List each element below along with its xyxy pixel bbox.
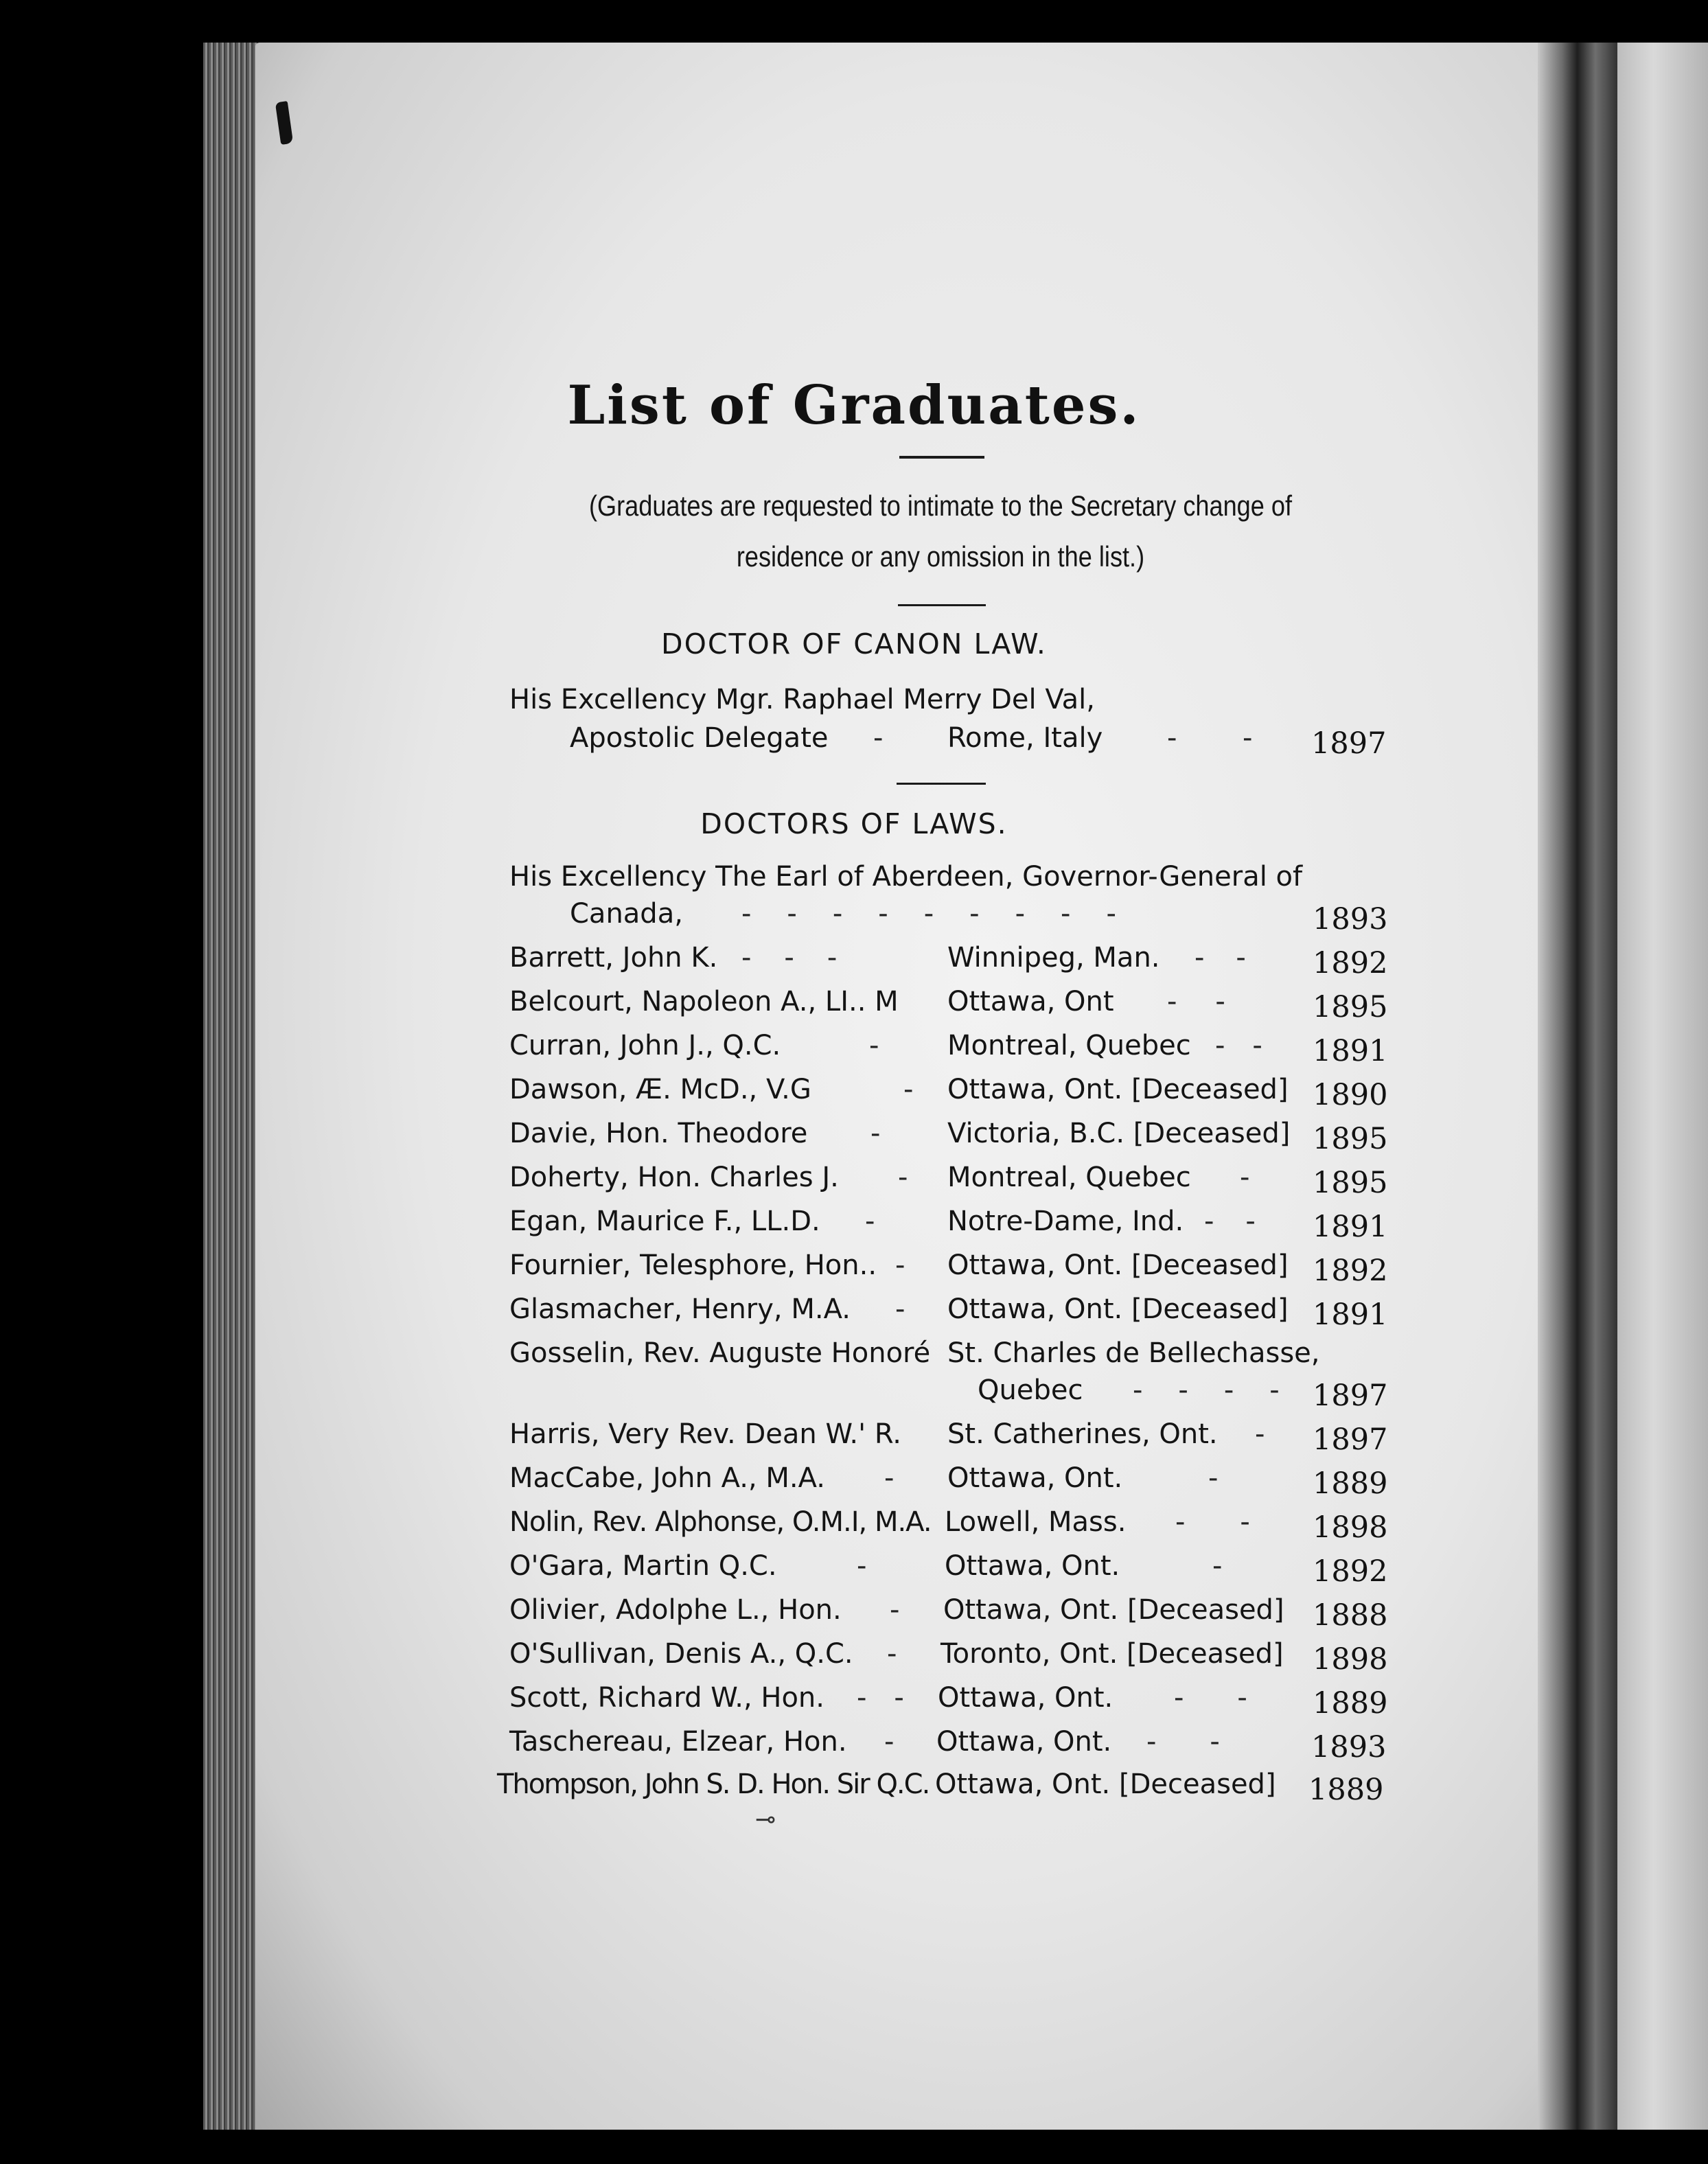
- entry-place: Winnipeg, Man.: [947, 942, 1160, 974]
- entry-year: 1898: [1313, 1510, 1388, 1545]
- leader-dash: --: [1215, 1030, 1290, 1061]
- entry-year: 1898: [1313, 1642, 1388, 1677]
- leader-dash: -: [1243, 722, 1253, 754]
- entry-name: Fournier, Telesphore, Hon..: [509, 1250, 877, 1281]
- entry-year: 1890: [1313, 1078, 1388, 1112]
- entry-name: Gosselin, Rev. Auguste Honoré: [509, 1337, 931, 1369]
- leader-dash: -: [865, 1206, 875, 1237]
- entry-year: 1892: [1313, 946, 1388, 980]
- entry-place: Ottawa, Ont.: [938, 1682, 1113, 1714]
- entry-place: Notre-Dame, Ind.: [947, 1206, 1184, 1237]
- entry-name: Taschereau, Elzear, Hon.: [509, 1726, 847, 1758]
- entry-place: Lowell, Mass.: [945, 1506, 1127, 1538]
- entry-year: 1897: [1313, 1379, 1388, 1413]
- entry-year: 1889: [1313, 1466, 1388, 1501]
- entry-place: Ottawa, Ont: [947, 986, 1114, 1017]
- entry-year: 1891: [1313, 1210, 1388, 1244]
- entry-name: Dawson, Æ. McD., V.G: [509, 1074, 811, 1105]
- leader-dash: -: [895, 1293, 905, 1325]
- entry-name: Nolin, Rev. Alphonse, O.M.I, M.A.: [509, 1506, 932, 1538]
- canon-entry-place: Rome, Italy: [947, 722, 1103, 754]
- entry-place: Ottawa, Ont. [Deceased]: [947, 1250, 1289, 1281]
- notice-line-1: (Graduates are requested to intimate to the Secretary change of: [589, 490, 1292, 522]
- leader-dash: -: [1255, 1418, 1265, 1450]
- leader-dash: -: [1240, 1162, 1250, 1193]
- leader-dash: -: [870, 1118, 881, 1149]
- end-ornament-icon: ⊸: [755, 1806, 776, 1834]
- leader-dash: --: [1175, 1506, 1305, 1538]
- entry-place: Ottawa, Ont. [Deceased]: [943, 1594, 1284, 1626]
- entry-name: Barrett, John K.: [509, 942, 718, 974]
- entry-name: Thompson, John S. D. Hon. Sir Q.C.: [497, 1769, 930, 1800]
- laws-first-name-line-1: His Excellency The Earl of Aberdeen, Governor-General of: [509, 861, 1303, 893]
- entry-name: O'Sullivan, Denis A., Q.C.: [509, 1638, 853, 1670]
- notice-rule: [898, 604, 986, 606]
- entry-year: 1895: [1313, 990, 1388, 1024]
- entry-name: O'Gara, Martin Q.C.: [509, 1550, 777, 1582]
- entry-year: 1892: [1313, 1254, 1388, 1288]
- entry-year: 1893: [1311, 1730, 1387, 1764]
- leader-dash: -: [884, 1462, 895, 1494]
- canon-rule: [897, 783, 986, 785]
- canon-entry-name-line-1: His Excellency Mgr. Raphael Merry Del Val,: [509, 684, 1095, 715]
- leader-dash: -: [1208, 1462, 1219, 1494]
- entry-year: 1895: [1313, 1166, 1388, 1200]
- canon-entry-year: 1897: [1311, 726, 1387, 761]
- entry-place: St. Charles de Bellechasse,: [947, 1337, 1320, 1369]
- entry-place: Toronto, Ont. [Deceased]: [940, 1638, 1284, 1670]
- leader-dash: -: [903, 1074, 914, 1105]
- leader-dashes: ---------: [741, 898, 1152, 930]
- entry-place-line-2: Quebec: [978, 1374, 1083, 1406]
- entry-name: Doherty, Hon. Charles J.: [509, 1162, 839, 1193]
- entry-name: Belcourt, Napoleon A., LI.. M: [509, 986, 899, 1017]
- entry-year: 1895: [1313, 1122, 1388, 1156]
- entry-year: 1889: [1313, 1686, 1388, 1720]
- laws-first-name-line-2: Canada,: [570, 898, 683, 930]
- entry-year: 1891: [1313, 1034, 1388, 1068]
- entry-year: 1889: [1308, 1773, 1384, 1807]
- leader-dash: -: [857, 1550, 867, 1582]
- entry-year: 1891: [1313, 1298, 1388, 1332]
- leader-dash: --: [1167, 986, 1264, 1017]
- entry-name: MacCabe, John A., M.A.: [509, 1462, 825, 1494]
- leader-dash: -: [884, 1726, 895, 1758]
- entry-place: Ottawa, Ont.: [947, 1462, 1123, 1494]
- entry-place: Victoria, B.C. [Deceased]: [947, 1118, 1291, 1149]
- page-stack-edges: [203, 43, 258, 2130]
- leader-dash: -: [890, 1594, 900, 1626]
- entry-place: Ottawa, Ont. [Deceased]: [947, 1293, 1289, 1325]
- leader-dash: -: [898, 1162, 908, 1193]
- leader-dash: -: [1212, 1550, 1223, 1582]
- entry-place: Montreal, Quebec: [947, 1162, 1191, 1193]
- canon-entry-name-line-2: Apostolic Delegate: [570, 722, 829, 754]
- notice-line-2: residence or any omission in the list.): [736, 540, 1145, 573]
- leader-dash: --: [1204, 1206, 1287, 1237]
- page-title: List of Graduates.: [567, 374, 1141, 437]
- entry-place: Montreal, Quebec: [947, 1030, 1191, 1061]
- leader-dash: ----: [1133, 1374, 1315, 1406]
- entry-name: Harris, Very Rev. Dean W.' R.: [509, 1418, 901, 1450]
- leader-dash: --: [1195, 942, 1278, 974]
- entry-year: 1897: [1313, 1423, 1388, 1457]
- entry-name: Curran, John J., Q.C.: [509, 1030, 781, 1061]
- entry-place: Ottawa, Ont. [Deceased]: [947, 1074, 1289, 1105]
- leader-dash: -: [887, 1638, 897, 1670]
- entry-year: 1892: [1313, 1554, 1388, 1589]
- entry-year: 1888: [1313, 1598, 1388, 1633]
- leader-dash: -: [873, 722, 884, 754]
- entry-name: Olivier, Adolphe L., Hon.: [509, 1594, 842, 1626]
- leader-dash: ---: [741, 942, 870, 974]
- leader-dash: --: [857, 1682, 932, 1714]
- leader-dash: --: [1146, 1726, 1273, 1758]
- entry-name: Scott, Richard W., Hon.: [509, 1682, 824, 1714]
- section-heading-canon-law: DOCTOR OF CANON LAW.: [661, 628, 1047, 660]
- book-gutter: [1538, 43, 1620, 2130]
- leader-dash: --: [1174, 1682, 1301, 1714]
- entry-place: St. Catherines, Ont.: [947, 1418, 1218, 1450]
- laws-first-year: 1893: [1313, 902, 1388, 936]
- leader-dash: -: [895, 1250, 905, 1281]
- facing-page-edge: [1617, 43, 1708, 2130]
- entry-name: Davie, Hon. Theodore: [509, 1118, 808, 1149]
- entry-name: Egan, Maurice F., LL.D.: [509, 1206, 820, 1237]
- entry-place: Ottawa, Ont. [Deceased]: [935, 1769, 1276, 1800]
- leader-dash: -: [869, 1030, 879, 1061]
- title-rule: [899, 456, 984, 459]
- entry-place: Ottawa, Ont.: [945, 1550, 1120, 1582]
- section-heading-doctors-of-laws: DOCTORS OF LAWS.: [700, 807, 1008, 840]
- entry-name: Glasmacher, Henry, M.A.: [509, 1293, 851, 1325]
- entry-place: Ottawa, Ont.: [936, 1726, 1112, 1758]
- notice-text: [557, 481, 1324, 582]
- leader-dash: -: [1167, 722, 1177, 754]
